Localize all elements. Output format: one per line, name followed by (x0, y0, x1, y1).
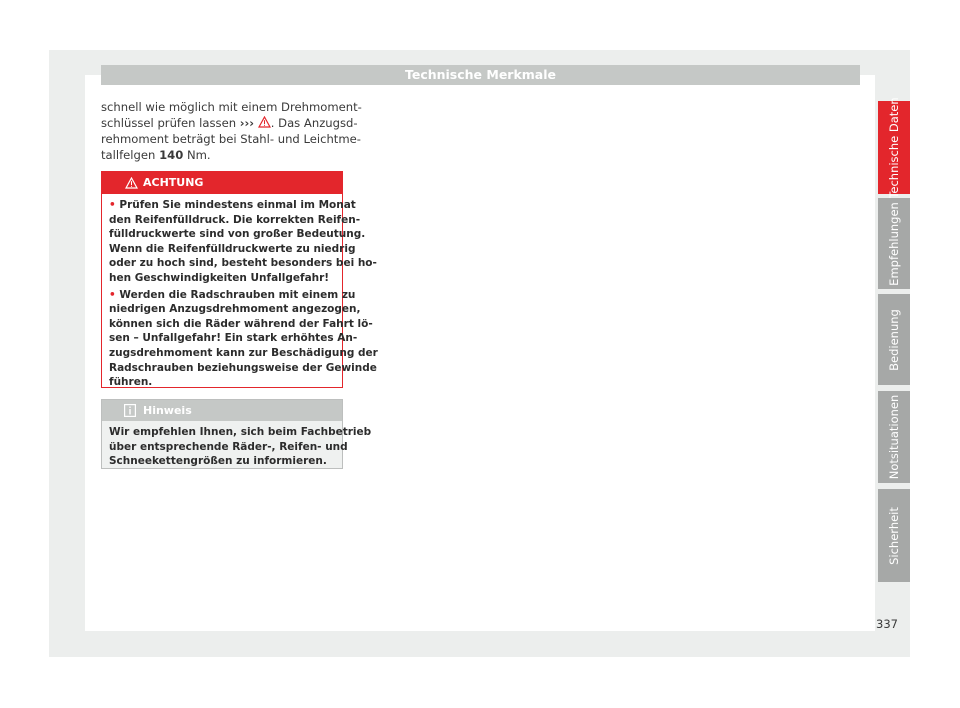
tab-technische-daten[interactable] (878, 96, 910, 199)
tab-sicherheit[interactable] (878, 489, 910, 582)
warning-box (101, 171, 378, 389)
bullet-icon: • (109, 199, 116, 211)
tab-label: Empfehlungen (887, 201, 901, 286)
note-box (101, 399, 372, 469)
warning-triangle-icon (258, 116, 271, 128)
warning-line: Wenn die Reifenfülldruckwerte zu niedrig (109, 242, 356, 255)
page-number: 337 (876, 617, 898, 631)
tab-label: Bedienung (887, 308, 901, 371)
note-line: Wir empfehlen Ihnen, sich beim Fachbetrieb (109, 426, 372, 438)
warning-line: hen Geschwindigkeiten Unfallgefahr! (109, 271, 330, 284)
body-line-2-text-a: schlüssel prüfen lassen (101, 116, 240, 130)
warning-line-text: Prüfen Sie mindestens einmal im Monat (119, 199, 356, 211)
tab-notsituationen[interactable] (878, 391, 910, 483)
note-header (102, 400, 342, 421)
warning-line: zugsdrehmoment kann zur Beschädigung der (109, 346, 378, 359)
warning-header (102, 172, 342, 194)
bullet-icon: • (109, 288, 116, 301)
note-title: Hinweis (143, 404, 192, 417)
warning-line: können sich die Räder während der Fahrt lö- (109, 317, 373, 330)
warning-triangle-icon (125, 177, 138, 189)
body-paragraph (101, 99, 362, 163)
tab-label: Notsituationen (887, 394, 901, 480)
tab-empfehlungen[interactable] (878, 198, 910, 289)
warning-line: Radschrauben beziehungsweise der Gewinde (109, 361, 377, 374)
body-line-4-text-a: tallfelgen (101, 148, 160, 162)
warning-line: den Reifenfülldruck. Die korrekten Reifen- (109, 213, 361, 226)
warning-body (102, 194, 378, 390)
note-line: über entsprechende Räder-, Reifen- und (109, 440, 348, 453)
warning-title: ACHTUNG (143, 176, 204, 189)
body-line-4 (101, 147, 346, 163)
tab-bedienung[interactable] (878, 294, 910, 385)
section-header: Technische Merkmale (101, 65, 860, 85)
warning-line: fülldruckwerte sind von großer Bedeutung. (109, 228, 366, 241)
warning-line: niedrigen Anzugsdrehmoment angezogen, (109, 303, 361, 316)
info-icon (124, 404, 136, 417)
note-line: Schneekettengrößen zu informieren. (109, 455, 327, 468)
tab-label: Sicherheit (887, 506, 901, 565)
tab-label: Technische Daten (887, 96, 901, 199)
torque-value: 140 (159, 148, 184, 162)
body-line-3: rehmoment beträgt bei Stahl- und Leichtme- (101, 132, 361, 146)
body-line-1: schnell wie möglich mit einem Drehmoment- (101, 100, 362, 114)
body-line-2-text-b: . Das Anzugsd- (270, 116, 358, 130)
body-line-4-text-b: Nm. (183, 148, 211, 162)
note-body (102, 421, 372, 469)
warning-line: sen – Unfallgefahr! Ein stark erhöhtes An- (109, 332, 358, 345)
warning-line: oder zu hoch sind, besteht besonders bei ho- (109, 257, 377, 270)
warning-line-text: Werden die Radschrauben mit einem zu (119, 288, 356, 301)
body-line-2 (101, 115, 358, 131)
warning-line: führen. (109, 376, 153, 389)
warning-line (109, 288, 356, 303)
cross-reference-arrows[interactable]: ››› (239, 116, 255, 130)
warning-line (109, 198, 356, 213)
